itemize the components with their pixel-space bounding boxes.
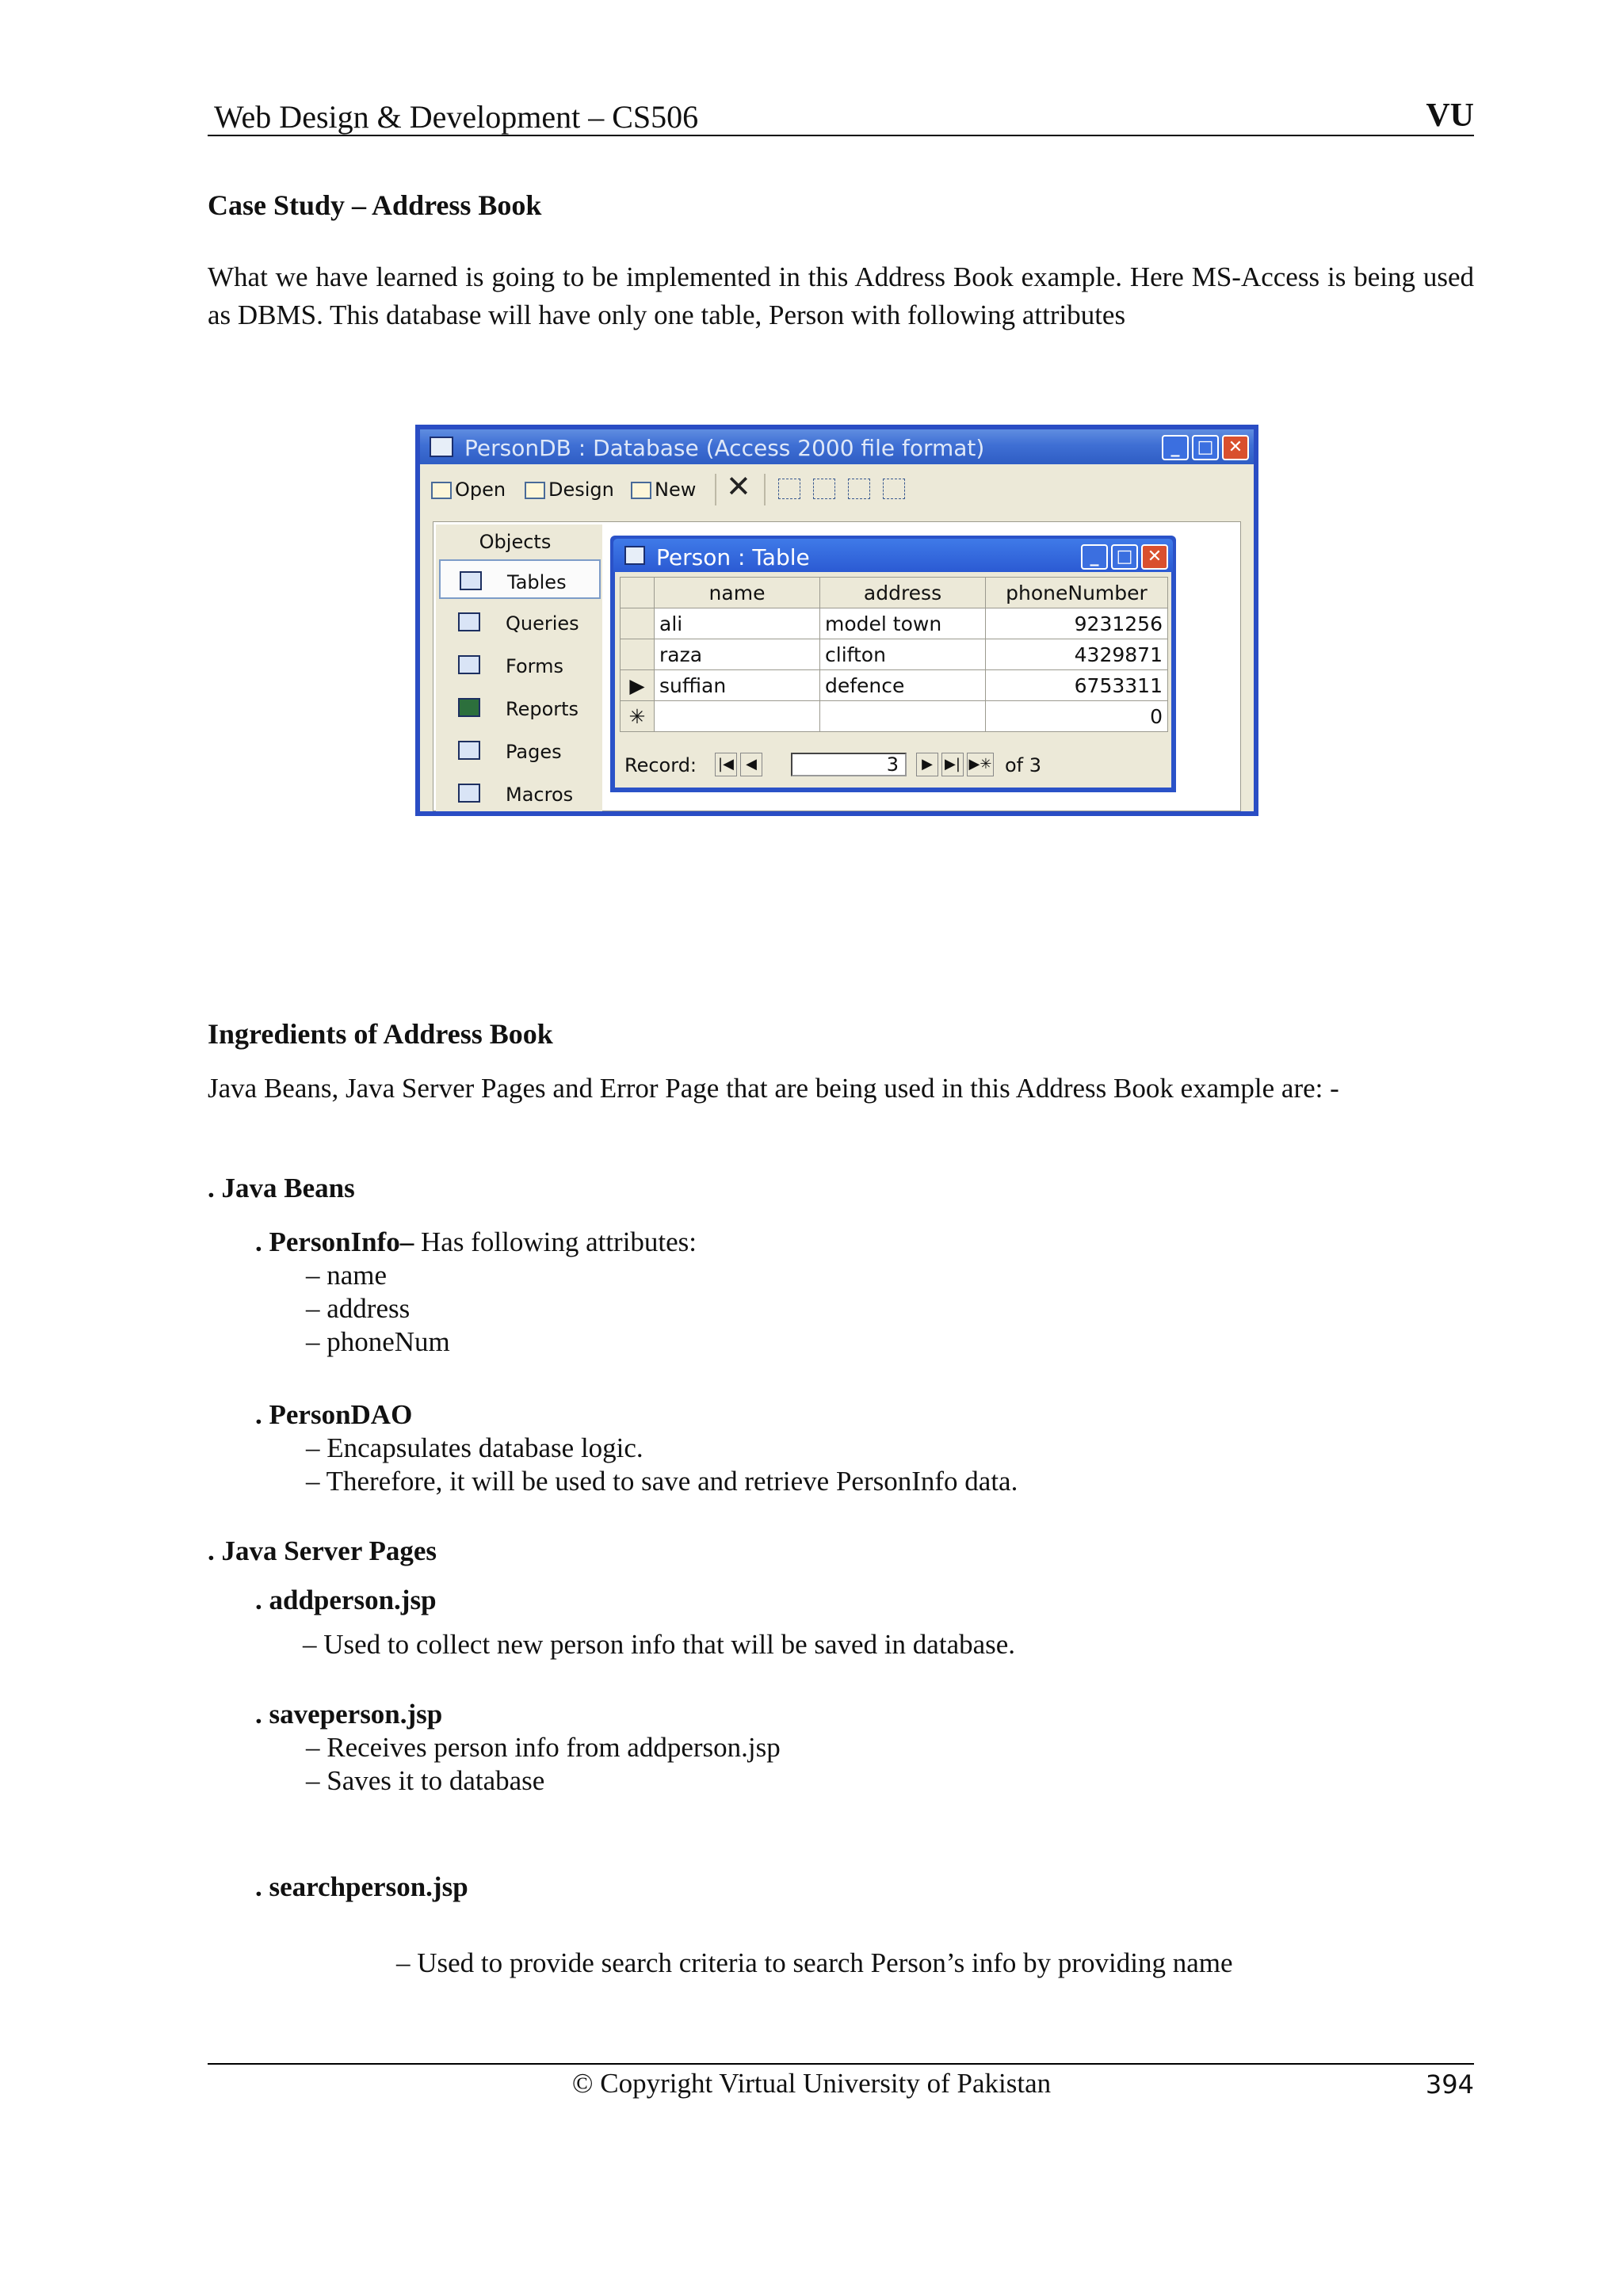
table-window-title: Person : Table: [656, 544, 810, 570]
intro-paragraph: What we have learned is going to be implemented in this Address Book example. Here MS-Access is being used as DBMS. This database will have only one table, Person with following attributes: [208, 261, 1474, 330]
object-label: Pages: [506, 741, 562, 763]
object-tables[interactable]: [439, 559, 601, 599]
person-table-window: [610, 536, 1176, 792]
table-window-titlebar: [613, 539, 1173, 572]
maximize-icon[interactable]: □: [1192, 435, 1219, 460]
new-label: New: [655, 479, 697, 501]
persondao-heading: . PersonDAO: [255, 1399, 413, 1430]
brand-label: VU: [1426, 97, 1474, 134]
cell-name[interactable]: [655, 701, 820, 732]
reports-icon: [458, 698, 480, 717]
list-item: – Saves it to database: [306, 1765, 545, 1796]
close-icon[interactable]: ✕: [1222, 435, 1249, 460]
object-label: Queries: [506, 612, 579, 635]
column-header-phone[interactable]: phoneNumber: [986, 578, 1168, 608]
table-window-body: [615, 572, 1171, 788]
list-item: – Used to collect new person info that will be saved in database.: [303, 1629, 1016, 1660]
toolbar-separator: [764, 474, 766, 505]
record-navigation-bar: [621, 749, 1165, 781]
record-label: Record:: [624, 754, 697, 776]
details-view-icon[interactable]: [883, 479, 905, 499]
list-item: – address: [306, 1293, 411, 1324]
course-title: Web Design & Development – CS506: [214, 99, 699, 135]
new-icon: [631, 482, 651, 499]
footer-rule: [208, 2063, 1474, 2065]
header-rule: [208, 135, 1474, 136]
queries-icon: [458, 612, 480, 631]
forms-icon: [458, 655, 480, 674]
object-label: Reports: [506, 698, 579, 720]
list-item: – Receives person info from addperson.jsp: [306, 1732, 781, 1763]
personinfo-name: . PersonInfo–: [255, 1226, 414, 1257]
cell-name[interactable]: raza: [655, 639, 820, 670]
macros-icon: [458, 784, 480, 803]
open-button[interactable]: [431, 479, 506, 501]
page-number: 394: [1425, 2069, 1474, 2100]
object-queries[interactable]: [439, 602, 601, 642]
list-item: – name: [306, 1260, 388, 1291]
section-title-case-study: Case Study – Address Book: [208, 189, 542, 221]
row-selector[interactable]: [621, 639, 655, 670]
new-record-row[interactable]: [621, 701, 1168, 732]
design-button[interactable]: [525, 479, 614, 501]
last-record-icon[interactable]: ▶|: [941, 753, 964, 776]
object-label: Forms: [506, 655, 563, 677]
design-icon: [525, 482, 545, 499]
small-icons-icon[interactable]: [813, 479, 835, 499]
cell-address[interactable]: model town: [820, 608, 986, 639]
cell-address[interactable]: [820, 701, 986, 732]
toolbar-separator: [715, 474, 716, 505]
record-total: of 3: [1005, 754, 1042, 776]
cell-phone[interactable]: 6753311: [986, 670, 1168, 701]
object-label: Macros: [506, 784, 574, 806]
open-label: Open: [455, 479, 506, 501]
objects-pane: [436, 524, 602, 811]
database-toolbar: [420, 464, 1254, 512]
maximize-icon[interactable]: □: [1111, 544, 1138, 570]
personinfo-desc: Has following attributes:: [414, 1226, 697, 1257]
first-record-icon[interactable]: |◀: [715, 753, 737, 776]
object-reports[interactable]: [439, 688, 601, 727]
java-beans-heading: . Java Beans: [208, 1173, 355, 1203]
section-title-ingredients: Ingredients of Address Book: [208, 1018, 553, 1050]
current-record-field[interactable]: 3: [791, 753, 907, 776]
large-icons-icon[interactable]: [778, 479, 800, 499]
database-icon: [430, 437, 453, 457]
table-icon: [624, 546, 645, 565]
cell-name[interactable]: ali: [655, 608, 820, 639]
searchperson-heading: . searchperson.jsp: [255, 1871, 468, 1902]
column-header-address[interactable]: address: [820, 578, 986, 608]
design-label: Design: [548, 479, 614, 501]
table-row[interactable]: [621, 639, 1168, 670]
object-pages[interactable]: [439, 730, 601, 770]
new-record-asterisk-icon[interactable]: ✳: [621, 701, 655, 732]
previous-record-icon[interactable]: ◀: [740, 753, 762, 776]
list-view-icon[interactable]: [848, 479, 870, 499]
new-record-icon[interactable]: ▶✳: [967, 753, 994, 776]
cell-phone[interactable]: 0: [986, 701, 1168, 732]
row-selector-header[interactable]: [621, 578, 655, 608]
jsp-heading: . Java Server Pages: [208, 1535, 437, 1566]
ingredients-intro: Java Beans, Java Server Pages and Error Page that are being used in this Address Book example are: -: [208, 1073, 1339, 1104]
table-row[interactable]: [621, 608, 1168, 639]
cell-address[interactable]: defence: [820, 670, 986, 701]
database-window-titlebar: [420, 429, 1254, 464]
cell-phone[interactable]: 9231256: [986, 608, 1168, 639]
minimize-icon[interactable]: _: [1081, 544, 1108, 570]
person-table-grid: [620, 577, 1168, 732]
cell-name[interactable]: suffian: [655, 670, 820, 701]
table-row[interactable]: [621, 670, 1168, 701]
pages-icon: [458, 741, 480, 760]
object-label: Tables: [507, 571, 567, 593]
saveperson-heading: . saveperson.jsp: [255, 1699, 443, 1730]
personinfo-line: [255, 1225, 697, 1260]
row-selector[interactable]: [621, 608, 655, 639]
minimize-icon[interactable]: _: [1162, 435, 1189, 460]
object-forms[interactable]: [439, 645, 601, 685]
list-item: – phoneNum: [306, 1326, 450, 1357]
cell-phone[interactable]: 4329871: [986, 639, 1168, 670]
list-item: – Encapsulates database logic.: [306, 1432, 643, 1463]
current-row-indicator-icon[interactable]: ▶: [621, 670, 655, 701]
database-window-title: PersonDB : Database (Access 2000 file format): [464, 435, 985, 461]
copyright-notice: © Copyright Virtual University of Pakistan: [571, 2068, 1052, 2099]
addperson-heading: . addperson.jsp: [255, 1585, 437, 1615]
open-icon: [431, 482, 452, 499]
new-button[interactable]: [631, 479, 696, 501]
list-item: – Therefore, it will be used to save and retrieve PersonInfo data.: [306, 1466, 1018, 1497]
objects-header: Objects: [479, 531, 552, 553]
column-header-name[interactable]: name: [655, 578, 820, 608]
next-record-icon[interactable]: ▶: [916, 753, 938, 776]
list-item: – Used to provide search criteria to search Person’s info by providing name: [396, 1947, 1233, 1978]
tables-icon: [460, 571, 482, 590]
close-icon[interactable]: ✕: [1141, 544, 1168, 570]
object-macros[interactable]: [439, 773, 601, 806]
delete-icon[interactable]: ✕: [726, 469, 751, 504]
cell-address[interactable]: clifton: [820, 639, 986, 670]
grid-header-row: [621, 578, 1168, 608]
